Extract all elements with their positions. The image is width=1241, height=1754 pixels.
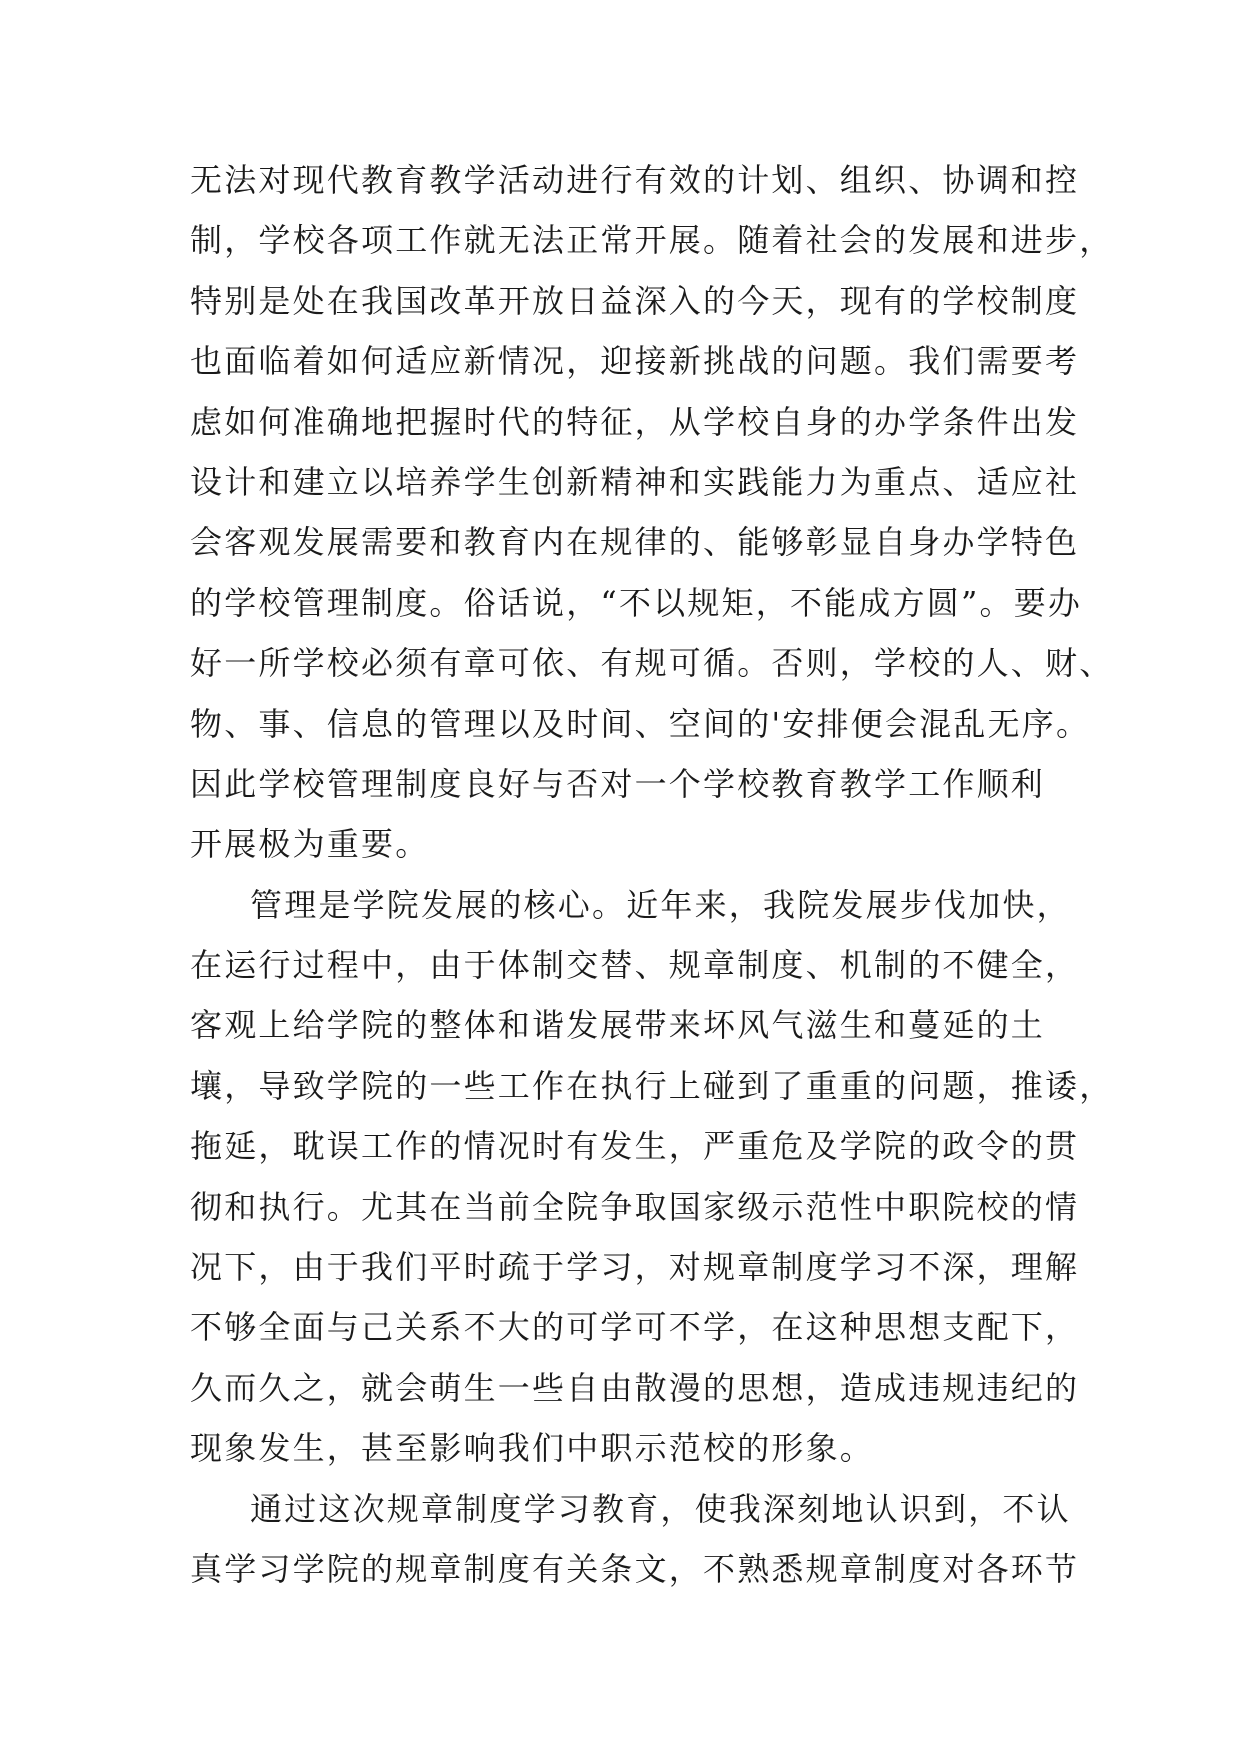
- text-line: 开展极为重要。: [190, 825, 430, 864]
- text-line: 特别是处在我国改革开放日益深入的今天，现有的学校制度: [190, 281, 1080, 320]
- text-line: 虑如何准确地把握时代的特征，从学校自身的办学条件出发: [190, 402, 1080, 441]
- text-line: 拖延，耽误工作的情况时有发生，严重危及学院的政令的贯: [190, 1127, 1080, 1166]
- text-line: 壤，导致学院的一些工作在执行上碰到了重重的问题，推诿，: [190, 1066, 1114, 1105]
- text-line: 久而久之，就会萌生一些自由散漫的思想，造成违规违纪的: [190, 1368, 1080, 1407]
- text-line: 况下，由于我们平时疏于学习，对规章制度学习不深，理解: [190, 1248, 1080, 1287]
- text-line: 物、事、信息的管理以及时间、空间的'安排便会混乱无序。: [190, 704, 1091, 743]
- text-line: 因此学校管理制度良好与否对一个学校教育教学工作顺利: [190, 764, 1046, 803]
- text-line: 在运行过程中，由于体制交替、规章制度、机制的不健全，: [190, 946, 1080, 985]
- text-line: 设计和建立以培养学生创新精神和实践能力为重点、适应社: [190, 462, 1080, 501]
- text-line: 好一所学校必须有章可依、有规可循。否则，学校的人、财、: [190, 644, 1114, 683]
- text-line: 会客观发展需要和教育内在规律的、能够彰显自身办学特色: [190, 523, 1080, 562]
- paragraph-first-line: 通过这次规章制度学习教育，使我深刻地认识到，不认: [250, 1489, 1071, 1528]
- body-text: [190, 150, 1114, 1599]
- text-line: 的学校管理制度。俗话说，“不以规矩，不能成方圆”。要办: [190, 583, 1083, 622]
- text-line: 彻和执行。尤其在当前全院争取国家级示范性中职院校的情: [190, 1187, 1080, 1226]
- text-line: 客观上给学院的整体和谐发展带来坏风气滋生和蔓延的土: [190, 1006, 1046, 1045]
- text-line: 现象发生，甚至影响我们中职示范校的形象。: [190, 1429, 875, 1468]
- paragraph-first-line: 管理是学院发展的核心。近年来，我院发展步伐加快，: [250, 885, 1071, 924]
- text-line: 制，学校各项工作就无法正常开展。随着社会的发展和进步，: [190, 221, 1114, 260]
- text-line: 真学习学院的规章制度有关条文，不熟悉规章制度对各环节: [190, 1549, 1080, 1588]
- text-line: 也面临着如何适应新情况，迎接新挑战的问题。我们需要考: [190, 342, 1080, 381]
- text-line: 不够全面与己关系不大的可学可不学，在这种思想支配下，: [190, 1308, 1080, 1347]
- text-line: 无法对现代教育教学活动进行有效的计划、组织、协调和控: [190, 161, 1080, 199]
